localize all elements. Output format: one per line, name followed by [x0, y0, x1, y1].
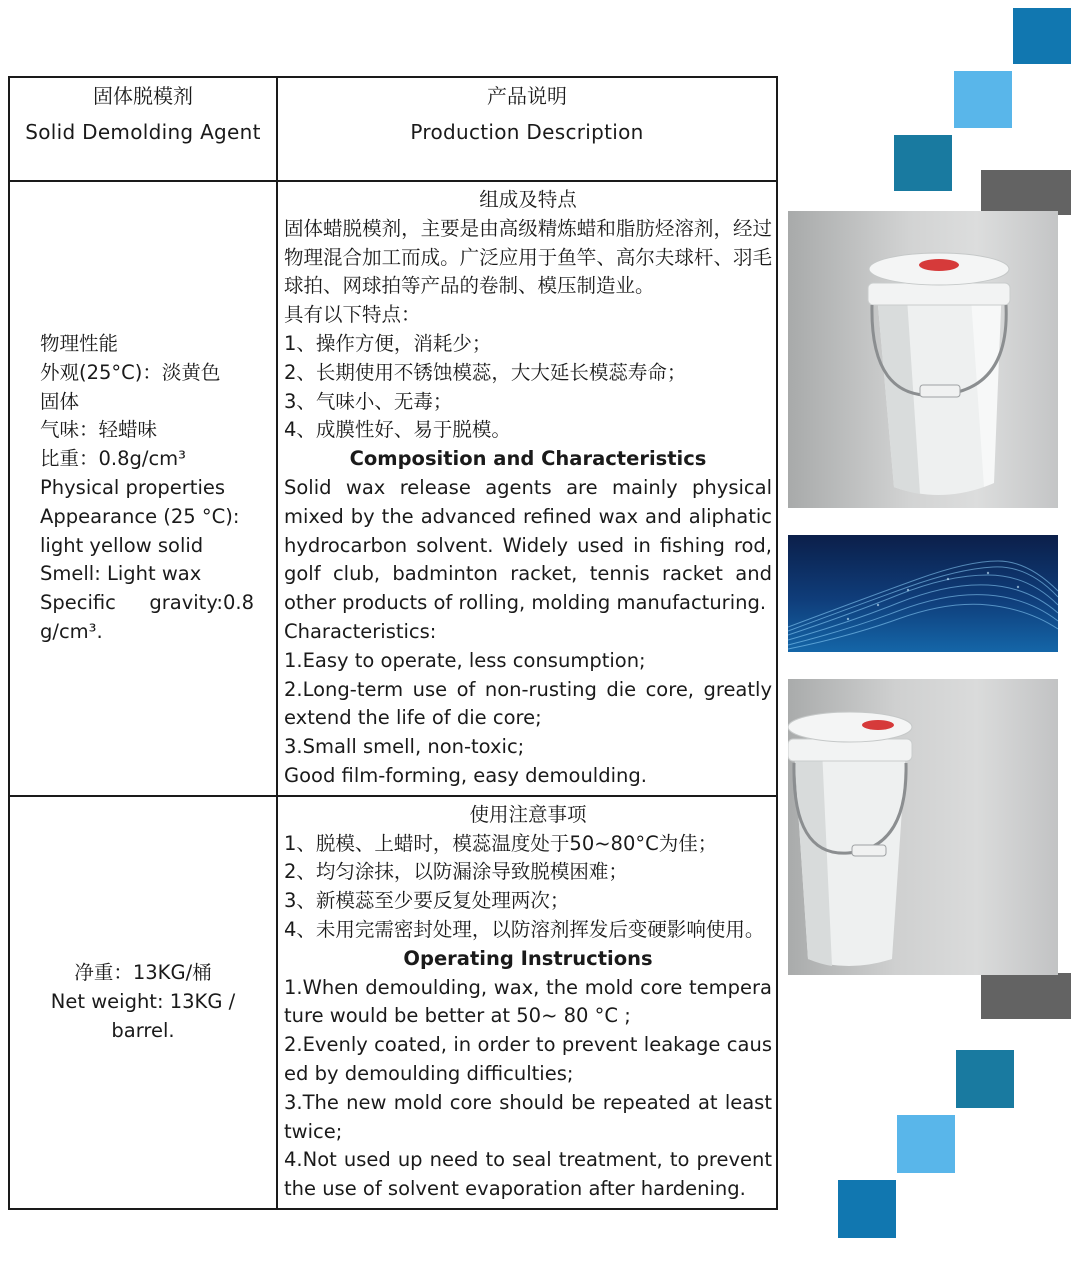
- physical-line: 比重：0.8g/cm³: [40, 447, 186, 471]
- composition-desc-en: Solid wax release agents are mainly physical mixed by the advanced refined wax and aliphatic hydrocarbon solvent. Widely used in fishing rod, golf club, badminton racket, tennis racket and other products of rolling, molding manufacturing.: [284, 475, 772, 615]
- deco-square-bottom-3: [897, 1115, 955, 1173]
- feature-en-item: Good film-forming, easy demoulding.: [284, 763, 647, 787]
- header-row: [9, 77, 777, 181]
- net-weight-cell: [9, 796, 277, 1209]
- deco-square-top-1: [1013, 8, 1071, 64]
- header-right-cn: 产品说明: [487, 84, 567, 108]
- physical-line: 气味：轻蜡味: [40, 418, 158, 442]
- feature-en-item: 3.Small smell, non-toxic;: [284, 735, 525, 759]
- feature-cn-item: 2、长期使用不锈蚀模蕊，大大延长模蕊寿命；: [284, 360, 687, 384]
- instruction-cn-item: 1、脱模、上蜡时，模蕊温度处于50~80°C为佳；: [284, 831, 718, 855]
- physical-line: Specific gravity:0.8: [40, 591, 254, 615]
- feature-cn-item: 1、操作方便，消耗少；: [284, 331, 492, 355]
- physical-line: light yellow solid: [40, 533, 204, 557]
- physical-line: 物理性能: [40, 331, 119, 355]
- physical-line: g/cm³.: [40, 619, 103, 643]
- decorative-wave-image: [788, 535, 1058, 652]
- composition-row: [9, 181, 777, 796]
- feature-cn-item: 3、气味小、无毒；: [284, 389, 453, 413]
- deco-square-bottom-1: [981, 973, 1071, 1019]
- physical-line: Physical properties: [40, 475, 226, 499]
- deco-square-top-2: [954, 71, 1012, 128]
- instructions-title-en: Operating Instructions: [403, 946, 653, 970]
- features-title-en: Characteristics:: [284, 619, 437, 643]
- physical-line: Appearance (25 °C):: [40, 504, 240, 528]
- net-weight-cn: 净重：13KG/桶: [74, 961, 212, 985]
- instructions-cell: [277, 796, 777, 1209]
- physical-line: 固体: [40, 389, 80, 413]
- net-weight-en: Net weight: 13KG / barrel.: [50, 989, 236, 1042]
- physical-line: 外观(25°C)：淡黄色: [40, 360, 221, 384]
- feature-en-item: 1.Easy to operate, less consumption;: [284, 648, 646, 672]
- feature-en-item: 2.Long-term use of non-rusting die core, greatly extend the life of die core;: [284, 677, 772, 730]
- composition-title-cn: 组成及特点: [479, 188, 577, 211]
- composition-title-en: Composition and Characteristics: [349, 447, 707, 471]
- deco-square-bottom-4: [838, 1180, 896, 1238]
- feature-cn-item: 4、成膜性好、易于脱模。: [284, 418, 511, 442]
- product-photo-bucket-top: [788, 211, 1058, 508]
- deco-square-top-4: [981, 170, 1071, 215]
- instruction-en-item: 2.Evenly coated, in order to prevent leakage caus ed by demoulding difficulties;: [284, 1033, 772, 1085]
- instruction-en-item: 4.Not used up need to seal treatment, to prevent the use of solvent evaporation after hardening.: [284, 1148, 772, 1201]
- instruction-cn-item: 4、未用完需密封处理，以防溶剂挥发后变硬影响使用。: [284, 917, 765, 941]
- instruction-cn-item: 3、新模蕊至少要反复处理两次；: [284, 889, 570, 913]
- composition-cell: [277, 181, 777, 796]
- header-left-en: Solid Demolding Agent: [25, 120, 261, 144]
- instructions-title-cn: 使用注意事项: [469, 802, 587, 826]
- instruction-en-item: 3.The new mold core should be repeated at least twice;: [284, 1090, 772, 1143]
- deco-square-bottom-2: [956, 1050, 1014, 1108]
- header-right-cell: [277, 77, 777, 181]
- instruction-cn-item: 2、均匀涂抹，以防漏涂导致脱模困难；: [284, 860, 628, 884]
- spec-table: [8, 76, 778, 1210]
- product-photo-bucket-bottom: [788, 679, 1058, 975]
- header-right-en: Production Description: [410, 120, 644, 144]
- features-title-cn: 具有以下特点：: [284, 303, 421, 327]
- header-left-cell: [9, 77, 277, 181]
- composition-desc-cn: 固体蜡脱模剂，主要是由高级精炼蜡和脂肪烃溶剂，经过物理混合加工而成。广泛应用于鱼竿、高尔夫球杆、羽毛球拍、网球拍等产品的卷制、模压制造业。: [284, 216, 772, 298]
- header-left-cn: 固体脱模剂: [93, 84, 193, 108]
- instruction-en-item: 1.When demoulding, wax, the mold core tempera ture would be better at 50~ 80 °C ;: [284, 975, 772, 1028]
- physical-properties-cell: [9, 181, 277, 796]
- physical-line: Smell: Light wax: [40, 562, 202, 586]
- deco-square-top-3: [894, 135, 952, 191]
- instructions-row: [9, 796, 777, 1209]
